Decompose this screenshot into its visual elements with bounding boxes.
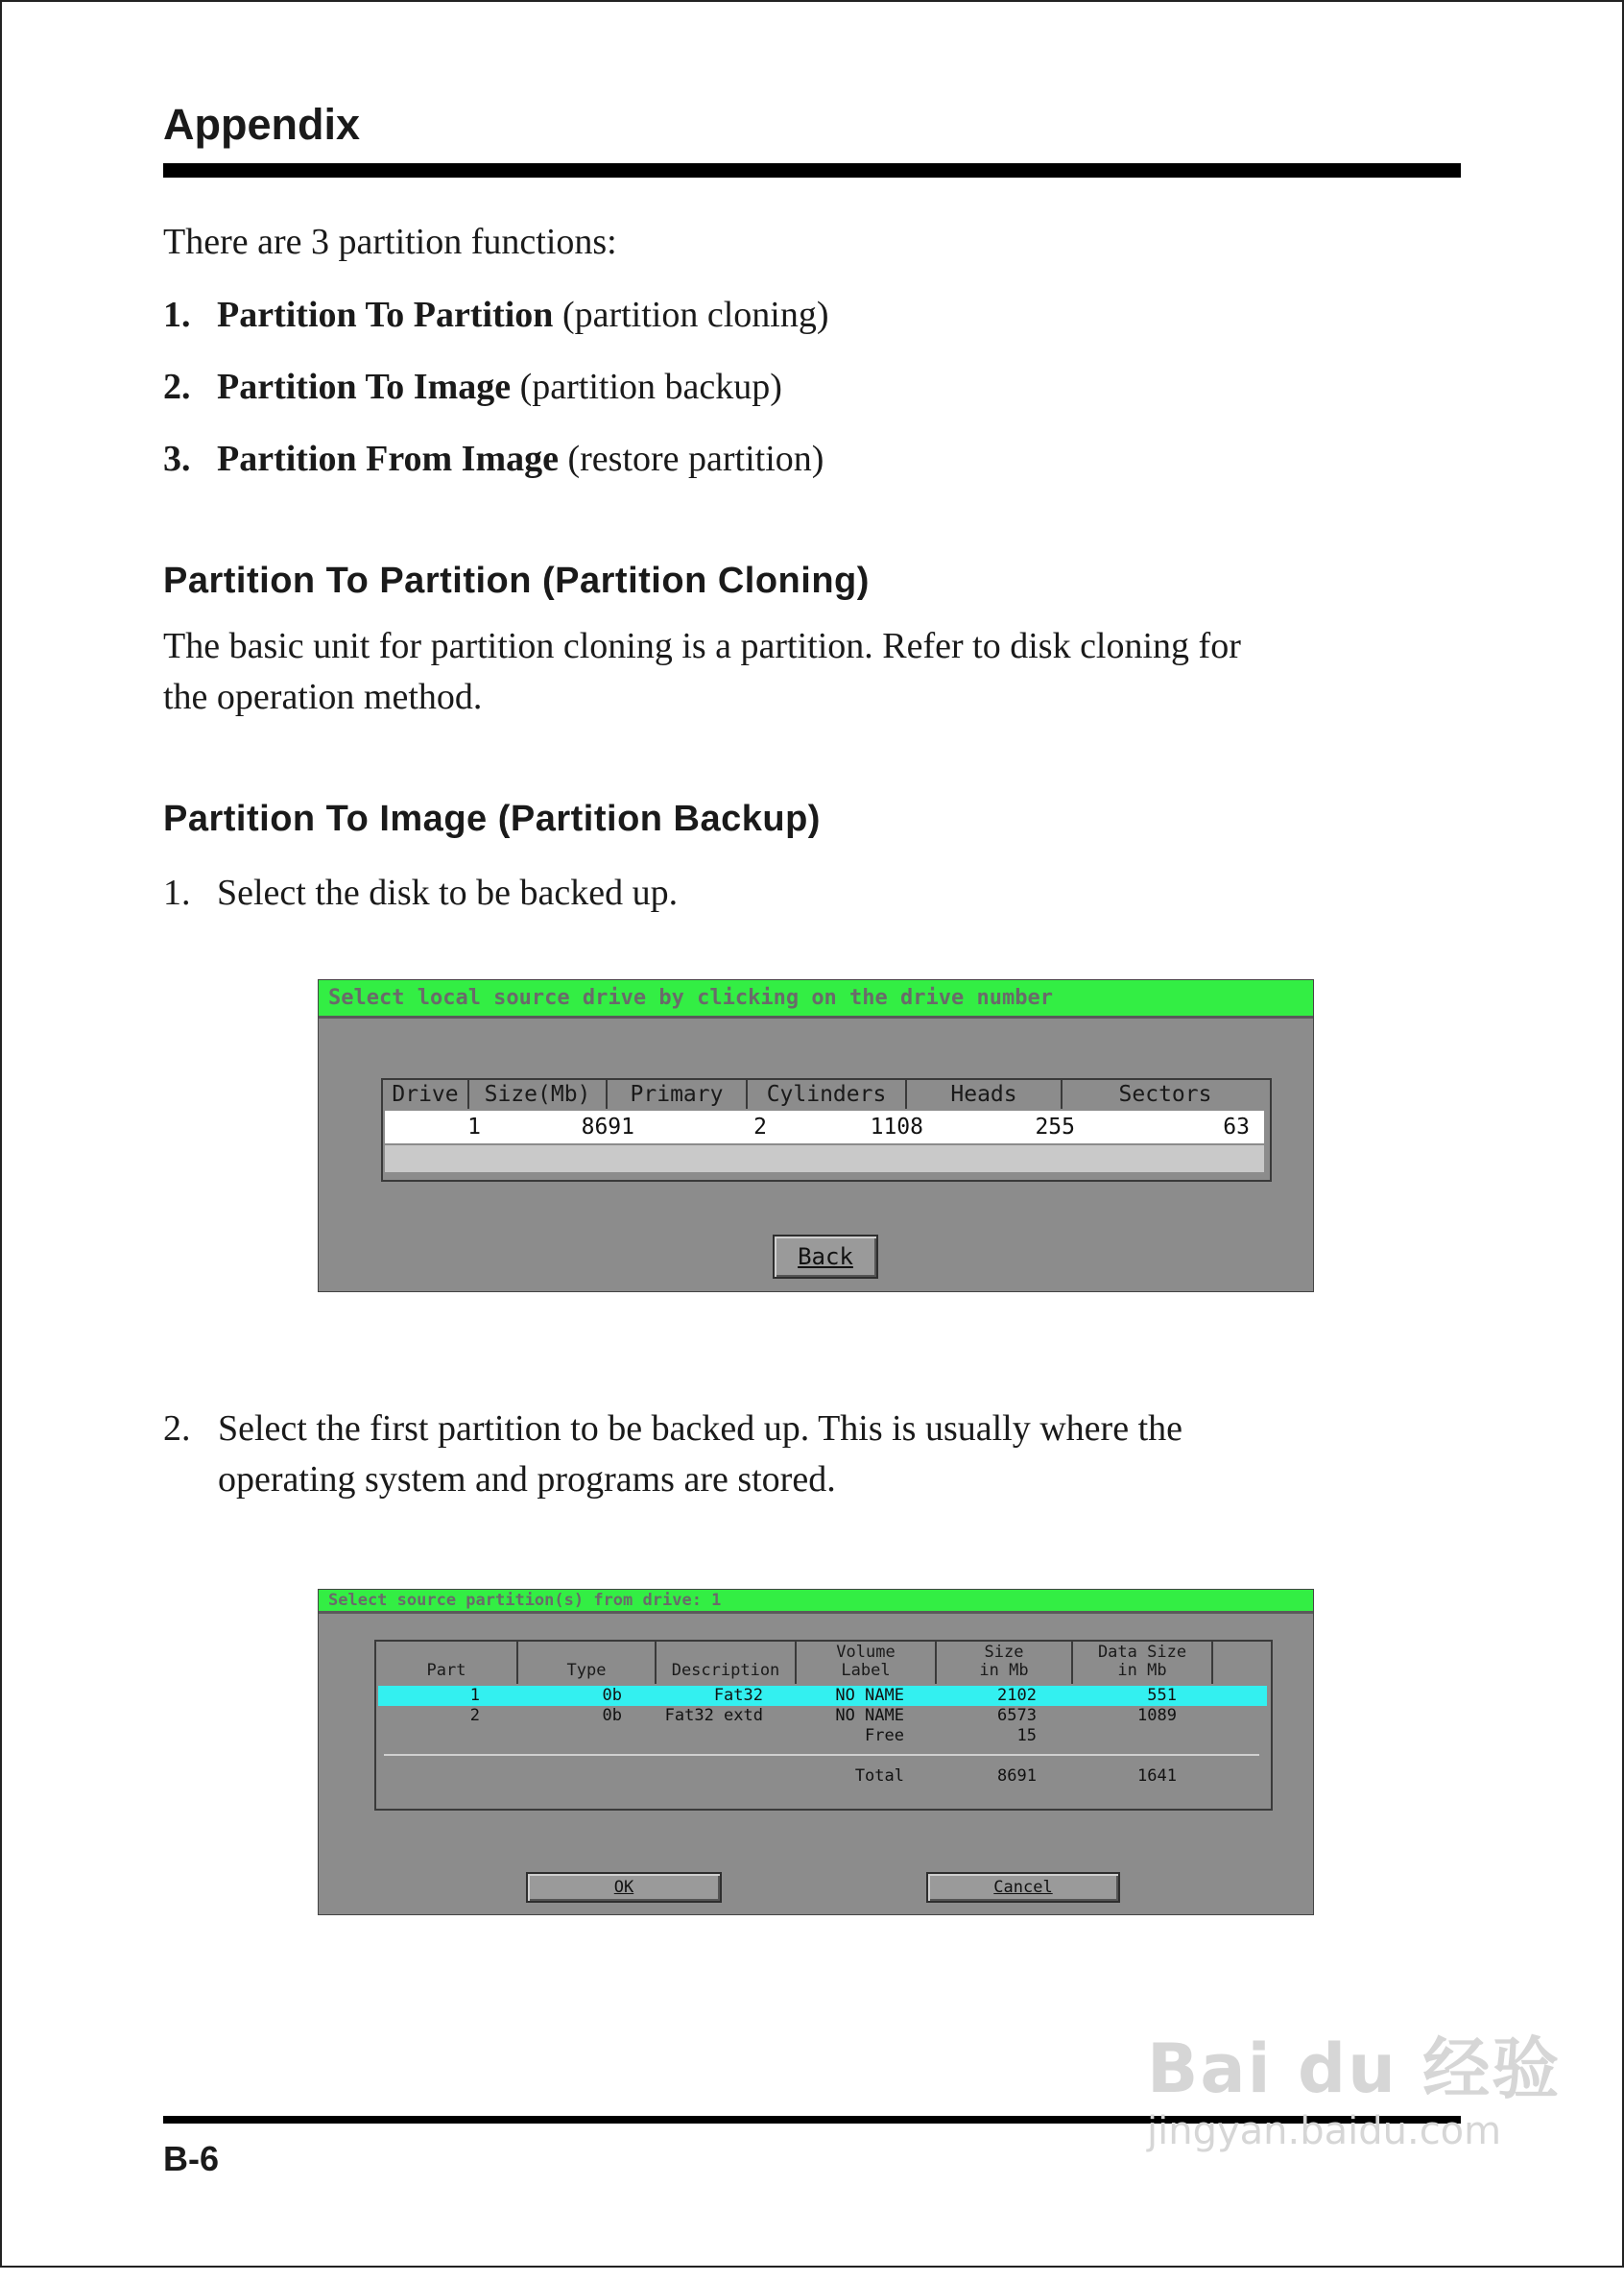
function-desc: (partition backup) [511, 367, 782, 407]
intro-text: There are 3 partition functions: [163, 222, 617, 262]
column-header-volume-label: Volume Label [836, 1643, 896, 1680]
cell-type: 0b [602, 1686, 622, 1705]
column-divider [467, 1080, 469, 1109]
total-size: 8691 [997, 1766, 1037, 1786]
cell-type: 0b [602, 1706, 622, 1725]
step-number: 2. [163, 1408, 191, 1449]
watermark-url: jingyan.baidu.com [1147, 2109, 1502, 2153]
cell-heads: 255 [1035, 1115, 1075, 1140]
function-desc: (restore partition) [559, 439, 824, 479]
partition-row[interactable] [378, 1706, 1267, 1726]
partition-table [374, 1640, 1273, 1811]
column-divider [905, 1080, 907, 1109]
function-number: 2. [163, 367, 191, 407]
cell-volume-label: Free [865, 1726, 904, 1745]
cell-cylinders: 1108 [870, 1115, 923, 1140]
page-header-title: Appendix [163, 100, 361, 149]
column-header-size: Size(Mb) [484, 1082, 591, 1107]
step-number: 1. [163, 873, 191, 913]
cell-description: Fat32 extd [664, 1706, 763, 1725]
column-header-part: Part [426, 1661, 466, 1680]
column-header-size: Size in Mb [979, 1643, 1029, 1680]
function-number: 1. [163, 295, 191, 335]
section-body-line: the operation method. [163, 677, 483, 717]
column-divider [1071, 1642, 1073, 1684]
section-heading-cloning: Partition To Partition (Partition Cloning) [163, 561, 870, 601]
column-divider [935, 1642, 937, 1684]
column-header-heads: Heads [950, 1082, 1017, 1107]
column-divider [746, 1080, 748, 1109]
cancel-button[interactable]: Cancel [926, 1872, 1120, 1903]
ok-button[interactable]: OK [526, 1872, 722, 1903]
cell-description: Fat32 [713, 1686, 763, 1705]
column-divider [655, 1642, 657, 1684]
step-text: Select the disk to be backed up. [217, 873, 679, 913]
cell-volume-label: NO NAME [835, 1706, 904, 1725]
cell-primary: 2 [753, 1115, 767, 1140]
cell-part: 2 [469, 1706, 480, 1725]
column-divider [606, 1080, 608, 1109]
column-divider [795, 1642, 797, 1684]
column-header-sectors: Sectors [1118, 1082, 1212, 1107]
column-header-cylinders: Cylinders [766, 1082, 887, 1107]
step-text-line: operating system and programs are stored. [218, 1459, 836, 1500]
drive-table [381, 1078, 1272, 1182]
column-header-description: Description [671, 1661, 780, 1680]
cell-sectors: 63 [1223, 1115, 1250, 1140]
cell-size: 15 [1016, 1726, 1037, 1745]
function-item-2 [163, 362, 782, 413]
back-button[interactable]: Back [773, 1235, 878, 1279]
partition-total-row [378, 1766, 1267, 1787]
column-header-primary: Primary [630, 1082, 724, 1107]
column-divider [1211, 1642, 1213, 1684]
partition-row-free [378, 1726, 1267, 1746]
dialog-title-bar: Select local source drive by clicking on the drive number [319, 980, 1313, 1019]
function-item-3 [163, 434, 824, 485]
column-divider [1061, 1080, 1063, 1109]
watermark-brand: Bai du 经验 [1147, 2029, 1562, 2108]
step-text [218, 1404, 1466, 1505]
cell-drive: 1 [467, 1115, 481, 1140]
cell-part: 1 [469, 1686, 480, 1705]
section-heading-backup: Partition To Image (Partition Backup) [163, 799, 821, 839]
cell-volume-label: NO NAME [835, 1686, 904, 1705]
column-header-drive: Drive [392, 1082, 459, 1107]
step-2 [163, 1404, 1182, 1500]
total-data-size: 1641 [1137, 1766, 1177, 1786]
cell-size: 2102 [997, 1686, 1037, 1705]
section-body-line: The basic unit for partition cloning is a partition. Refer to disk cloning for [163, 626, 1241, 666]
total-divider [384, 1754, 1259, 1756]
partition-row-selected[interactable] [378, 1686, 1267, 1706]
cell-size: 8691 [581, 1115, 634, 1140]
function-number: 3. [163, 439, 191, 479]
column-header-type: Type [566, 1661, 607, 1680]
cell-data-size: 551 [1147, 1686, 1177, 1705]
column-divider [516, 1642, 518, 1684]
cell-size: 6573 [997, 1706, 1037, 1725]
function-name: Partition To Image [217, 367, 512, 407]
function-desc: (partition cloning) [553, 295, 829, 335]
select-drive-dialog [318, 979, 1314, 1292]
step-text-line: Select the first partition to be backed up. This is usually where the [218, 1408, 1182, 1449]
select-partition-dialog [318, 1589, 1314, 1915]
baidu-watermark [1147, 2030, 1561, 2155]
dialog-title-bar: Select source partition(s) from drive: 1 [319, 1590, 1313, 1614]
cell-data-size: 1089 [1137, 1706, 1177, 1725]
function-item-1 [163, 290, 829, 341]
drive-row[interactable] [385, 1111, 1264, 1143]
function-name: Partition From Image [217, 439, 559, 479]
total-label: Total [854, 1766, 904, 1786]
header-rule [163, 163, 1461, 178]
page-number: B-6 [163, 2139, 220, 2178]
table-empty-row [385, 1145, 1264, 1172]
function-name: Partition To Partition [217, 295, 554, 335]
column-header-data-size: Data Size in Mb [1097, 1643, 1187, 1680]
step-1 [163, 868, 678, 919]
